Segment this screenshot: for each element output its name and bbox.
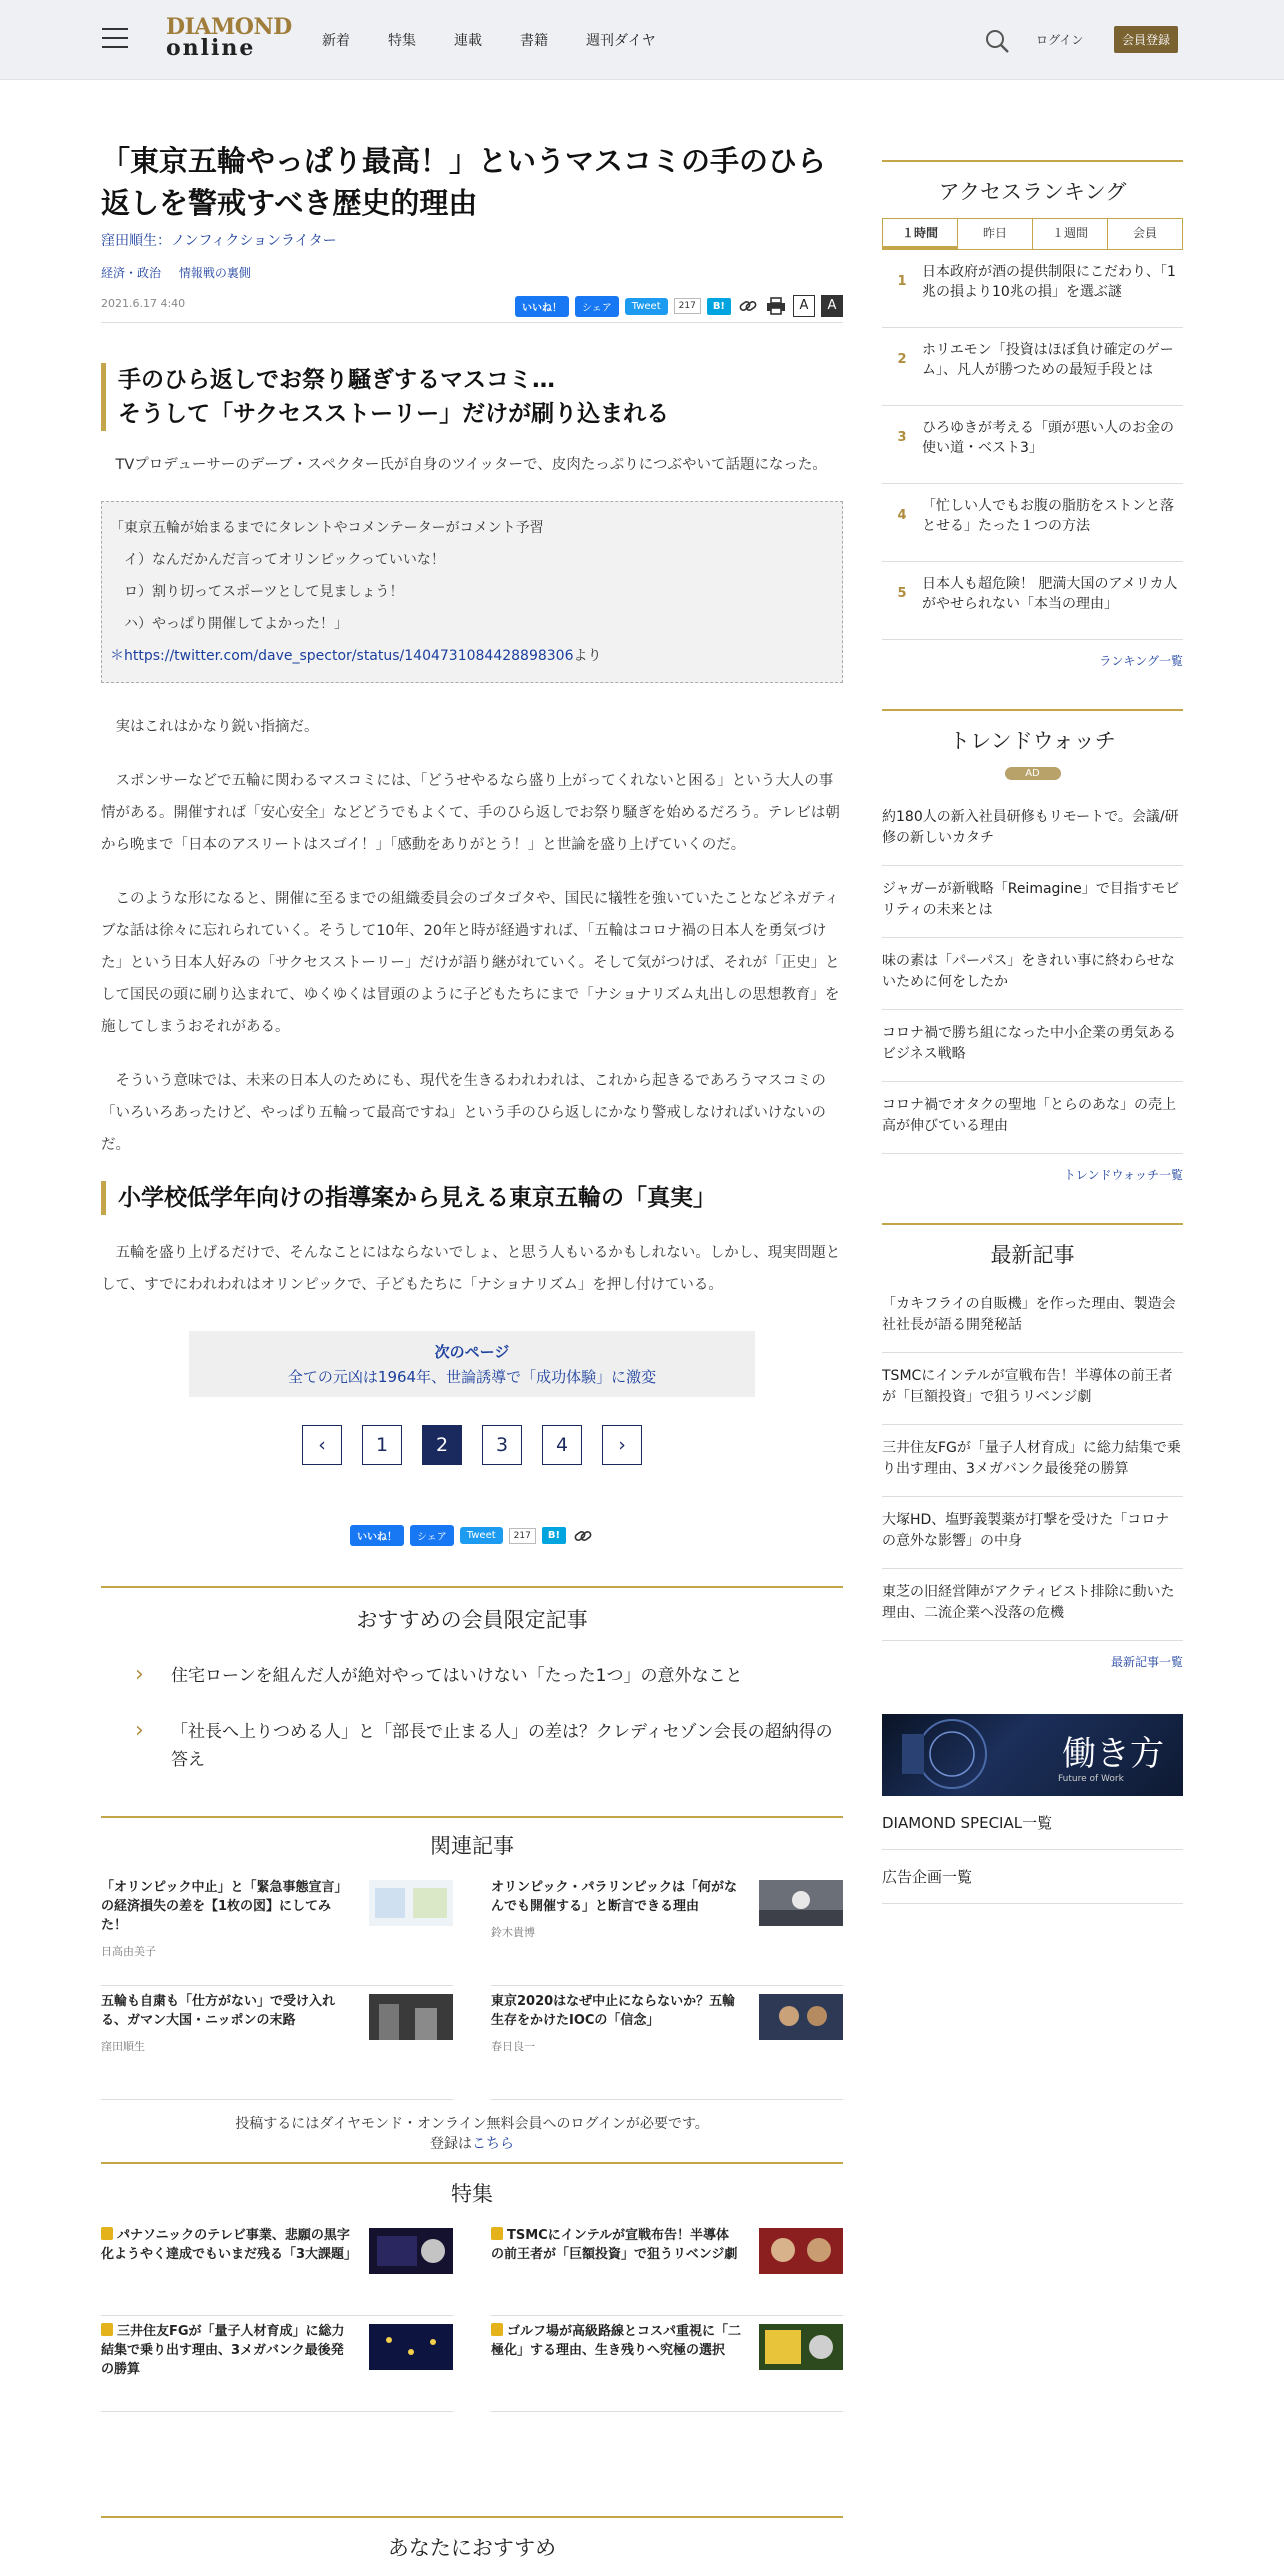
section-heading: 小学校低学年向けの指導案から見える東京五輪の「真実」 bbox=[101, 1181, 843, 1215]
article-author[interactable]: 窪田順生：ノンフィクションライター bbox=[101, 233, 337, 249]
section-title: おすすめの会員限定記事 bbox=[356, 1608, 588, 1632]
trend-watch bbox=[882, 709, 1183, 1183]
nav-new[interactable]: 新着 bbox=[322, 33, 350, 49]
article-main bbox=[101, 140, 843, 2412]
sidebar bbox=[882, 160, 1183, 1904]
next-page-title: 全ての元凶は1964年、世論誘導で「成功体験」に激変 bbox=[287, 1368, 657, 1386]
prev-page-button[interactable]: ‹ bbox=[302, 1425, 342, 1465]
special-features bbox=[101, 2178, 843, 2412]
ranking-tabs bbox=[882, 218, 1183, 250]
comment-login-note: 投稿するにはダイヤモンド・オンライン無料会員へのログインが必要です。 登録はこちら bbox=[101, 2114, 843, 2164]
thumbnail-chart-image bbox=[369, 1880, 453, 1926]
ranking-item[interactable]: 5 日本人も超危険！ 肥満大国のアメリカ人がやせられない「本当の理由」 bbox=[882, 562, 1183, 640]
trend-item[interactable]: ジャガーが新戦略「Reimagine」で目指すモビリティの未来とは bbox=[882, 866, 1183, 938]
banner-graphic bbox=[882, 1714, 1052, 1796]
lock-icon bbox=[491, 2323, 503, 2336]
nav-weekly[interactable]: 週刊ダイヤ bbox=[586, 33, 656, 49]
ranking-item[interactable]: 2 ホリエモン「投資はほぼ負け確定のゲーム」、凡人が勝つための最短手段とは bbox=[882, 328, 1183, 406]
ranking-item[interactable]: 4 「忙しい人でもお腹の脂肪をストンと落とせる」たった１つの方法 bbox=[882, 484, 1183, 562]
pagination bbox=[101, 1425, 843, 1465]
related-card[interactable]: オリンピック・パラリンピックは「何がなんでも開催する」と断言できる理由 鈴木貴博 bbox=[491, 1872, 843, 1986]
page-1[interactable]: 1 bbox=[362, 1425, 402, 1465]
share-bar-bottom bbox=[101, 1525, 843, 1546]
ranking-item[interactable]: 3 ひろゆきが考える「頭が悪い人のお金の使い道・ベスト3」 bbox=[882, 406, 1183, 484]
tweet-count: 217 bbox=[509, 1528, 536, 1544]
trend-item[interactable]: コロナ禍で勝ち組になった中小企業の勇気あるビジネス戦略 bbox=[882, 1010, 1183, 1082]
latest-item[interactable]: 大塚HD、塩野義製薬が打撃を受けた「コロナの意外な影響」の中身 bbox=[882, 1497, 1183, 1569]
next-page-label: 次のページ bbox=[434, 1343, 510, 1361]
facebook-share-button[interactable]: シェア bbox=[410, 1525, 454, 1546]
ranking-more-link[interactable]: ランキング一覧 bbox=[1099, 654, 1183, 668]
hatena-bookmark-button[interactable]: B! bbox=[542, 1527, 566, 1544]
nav-features[interactable]: 特集 bbox=[388, 33, 416, 49]
paragraph: TVプロデューサーのデーブ・スペクター氏が自身のツイッターで、皮肉たっぷりにつぶやいて話題になった。 bbox=[115, 457, 827, 473]
latest-item[interactable]: 三井住友FGが「量子人材育成」に総力結集で乗り出す理由、3メガバンク最後発の勝算 bbox=[882, 1425, 1183, 1497]
trend-item[interactable]: 約180人の新入社員研修もリモートで。会議/研修の新しいカタチ bbox=[882, 794, 1183, 866]
font-size-normal-button[interactable]: A bbox=[793, 295, 815, 317]
twitter-source-link[interactable]: https://twitter.com/dave_spector/status/1404731084428898306 bbox=[124, 648, 574, 664]
thumbnail-feature-image bbox=[369, 2324, 453, 2370]
next-page-button[interactable]: › bbox=[602, 1425, 642, 1465]
lock-icon bbox=[101, 2323, 113, 2336]
paragraph: このような形になると、開催に至るまでの組織委員会のゴタゴタや、国民に犠牲を強いていたことなどネガティブな話は徐々に忘れられていく。そうして10年、20年と時が経過すれば、「五輪はコロナ禍の日本人を勇気づけた」という日本人好みの「サクセスストーリー」だけが語り継がれていく。そして気がつけば、それが「正史」として国民の頭に刷り込まれて、ゆくゆくは冒頭のように子どもたちにまで「ナショナリズム丸出しの思想教育」を施してしまうおそれがある。 bbox=[101, 891, 840, 1035]
paragraph: そういう意味では、未来の日本人のためにも、現代を生きるわれわれは、これから起きるであろうマスコミの「いろいろあったけど、やっぱり五輪って最高ですね」という手のひら返しにかなり警戒しなければいけないのだ。 bbox=[101, 1073, 826, 1153]
article-meta bbox=[101, 295, 843, 323]
hatena-bookmark-button[interactable]: B! bbox=[707, 298, 731, 315]
paragraph: 実はこれはかなり鋭い指摘だ。 bbox=[115, 719, 319, 735]
category-link[interactable]: 情報戦の裏側 bbox=[178, 266, 251, 280]
related-articles bbox=[101, 1816, 843, 2100]
section-title: 特集 bbox=[451, 2182, 493, 2206]
latest-more-link[interactable]: 最新記事一覧 bbox=[1110, 1655, 1183, 1669]
print-icon[interactable] bbox=[765, 296, 787, 316]
category-link[interactable]: 経済・政治 bbox=[101, 266, 162, 280]
category-list bbox=[101, 264, 843, 281]
section-title: アクセスランキング bbox=[938, 180, 1127, 204]
share-bar bbox=[515, 295, 843, 317]
tab-1hour[interactable]: １時間 bbox=[883, 219, 958, 249]
login-link[interactable]: ログイン bbox=[1036, 33, 1084, 47]
site-logo[interactable]: DIAMOND online bbox=[166, 14, 292, 61]
register-link[interactable]: こちら bbox=[472, 2136, 514, 2152]
latest-item[interactable]: 「カキフライの自販機」を作った理由、製造会社社長が語る開発秘話 bbox=[882, 1281, 1183, 1353]
recommend-item[interactable]: › 住宅ローンを組んだ人が絶対やってはいけない「たった1つ」の意外なこと bbox=[101, 1662, 843, 1690]
quote-box: 「東京五輪が始まるまでにタレントやコメンテーターがコメント予習 イ）なんだかんだ言ってオリンピックっていいな！ ロ）割り切ってスポーツとして見ましょう！ ハ）やっぱり開催してよかった！」 ＊https://twitter.com/dave_spector/status/1404731084428898306より bbox=[101, 501, 843, 683]
font-size-large-button[interactable]: A bbox=[821, 295, 843, 317]
copy-link-icon[interactable] bbox=[572, 1526, 594, 1546]
tweet-button[interactable]: Tweet bbox=[460, 1527, 503, 1544]
access-ranking bbox=[882, 160, 1183, 669]
ad-project-link[interactable]: 広告企画一覧 bbox=[882, 1850, 1183, 1904]
tweet-count: 217 bbox=[674, 298, 701, 314]
section-title: 最新記事 bbox=[990, 1243, 1075, 1267]
thumbnail-feature-image bbox=[759, 2228, 843, 2274]
section-heading: 手のひら返しでお祭り騒ぎするマスコミ… そうして「サクセスストーリー」だけが刷り込まれる bbox=[101, 363, 843, 431]
trend-item[interactable]: 味の素は「パーパス」をきれい事に終わらせないために何をしたか bbox=[882, 938, 1183, 1010]
section-title: 関連記事 bbox=[430, 1834, 514, 1858]
member-recommend-section bbox=[101, 1586, 843, 1774]
latest-item[interactable]: TSMCにインテルが宣戦布告！半導体の前王者が「巨額投資」で狙うリベンジ劇 bbox=[882, 1353, 1183, 1425]
thumbnail-photo bbox=[759, 1880, 843, 1926]
for-you-section-title: あなたにおすすめ bbox=[101, 2516, 843, 2562]
facebook-share-button[interactable]: シェア bbox=[575, 296, 619, 317]
menu-icon[interactable] bbox=[102, 28, 128, 50]
trend-item[interactable]: コロナ禍でオタクの聖地「とらのあな」の売上高が伸びている理由 bbox=[882, 1082, 1183, 1154]
register-button[interactable]: 会員登録 bbox=[1114, 26, 1178, 53]
lock-icon bbox=[491, 2227, 503, 2240]
ad-badge: AD bbox=[1005, 767, 1061, 780]
feature-card[interactable]: パナソニックのテレビ事業、悲願の黒字化ようやく達成でもいまだ残る「3大課題」 bbox=[101, 2220, 453, 2316]
global-nav bbox=[322, 30, 694, 50]
latest-articles bbox=[882, 1223, 1183, 1670]
next-page-box[interactable] bbox=[189, 1331, 755, 1397]
latest-item[interactable]: 東芝の旧経営陣がアクティビスト排除に動いた理由、二流企業へ没落の危機 bbox=[882, 1569, 1183, 1641]
feature-card[interactable]: TSMCにインテルが宣戦布告！半導体の前王者が「巨額投資」で狙うリベンジ劇 bbox=[491, 2220, 843, 2316]
search-icon[interactable] bbox=[984, 28, 1010, 54]
paragraph: スポンサーなどで五輪に関わるマスコミには、「どうせやるなら盛り上がってくれないと困る」という大人の事情がある。開催すれば「安心安全」などどうでもよくて、手のひら返しでお祭り騒ぎを始めるだろう。テレビは朝から晩まで「日本のアスリートはスゴイ！」「感動をありがとう！」と世論を盛り上げていくのだ。 bbox=[101, 773, 840, 853]
publish-date: 2021.6.17 4:40 bbox=[101, 297, 186, 310]
tweet-button[interactable]: Tweet bbox=[625, 298, 668, 315]
page-2-current[interactable]: 2 bbox=[422, 1425, 462, 1465]
nav-books[interactable]: 書籍 bbox=[520, 33, 548, 49]
page-3[interactable]: 3 bbox=[482, 1425, 522, 1465]
thumbnail-photo bbox=[759, 1994, 843, 2040]
recommend-item[interactable]: › 「社長へ上りつめる人」と「部長で止まる人」の差は？クレディセゾン会長の超納得の答え bbox=[101, 1718, 843, 1774]
trend-more-link[interactable]: トレンドウォッチ一覧 bbox=[1063, 1168, 1183, 1182]
tab-1week[interactable]: １週間 bbox=[1033, 219, 1108, 249]
ranking-item[interactable]: 1 日本政府が酒の提供制限にこだわり、「1兆の損より10兆の損」を選ぶ謎 bbox=[882, 250, 1183, 328]
diamond-special-banner[interactable]: 働き方 Future of Work bbox=[882, 1714, 1183, 1796]
related-card[interactable]: 五輪も自粛も「仕方がない」で受け入れる、ガマン大国・ニッポンの末路 窪田順生 bbox=[101, 1986, 453, 2100]
paragraph: 五輪を盛り上げるだけで、そんなことにはならないでしょ、と思う人もいるかもしれない。しかし、現実問題として、すでにわれわれはオリンピックで、子どもたちに「ナショナリズム」を押し付けている。 bbox=[101, 1245, 841, 1293]
related-card[interactable]: 東京2020はなぜ中止にならないか？五輪生存をかけたIOCの「信念」 春日良一 bbox=[491, 1986, 843, 2100]
feature-card[interactable]: ゴルフ場が高級路線とコスパ重視に「二極化」する理由、生き残りへ究極の選択 bbox=[491, 2316, 843, 2412]
thumbnail-photo bbox=[369, 1994, 453, 2040]
related-card[interactable]: 「オリンピック中止」と「緊急事態宣言」の経済損失の差を【1枚の図】にしてみた！ 日高由美子 bbox=[101, 1872, 453, 1986]
article-title: 「東京五輪やっぱり最高！」というマスコミの手のひら返しを警戒すべき歴史的理由 bbox=[101, 144, 827, 220]
tab-members[interactable]: 会員 bbox=[1132, 226, 1157, 240]
page-4[interactable]: 4 bbox=[542, 1425, 582, 1465]
diamond-special-link[interactable]: DIAMOND SPECIAL一覧 bbox=[882, 1796, 1183, 1850]
lock-icon bbox=[101, 2227, 113, 2240]
facebook-like-button[interactable]: いいね！ bbox=[350, 1525, 404, 1546]
facebook-like-button[interactable]: いいね！ bbox=[515, 296, 569, 317]
thumbnail-feature-image bbox=[759, 2324, 843, 2370]
tab-yesterday[interactable]: 昨日 bbox=[958, 219, 1033, 249]
feature-card[interactable]: 三井住友FGが「量子人材育成」に総力結集で乗り出す理由、3メガバンク最後発の勝算 bbox=[101, 2316, 453, 2412]
copy-link-icon[interactable] bbox=[737, 296, 759, 316]
section-title: トレンドウォッチ bbox=[949, 729, 1116, 753]
thumbnail-feature-image bbox=[369, 2228, 453, 2274]
nav-series[interactable]: 連載 bbox=[454, 33, 482, 49]
site-header bbox=[0, 0, 1284, 80]
